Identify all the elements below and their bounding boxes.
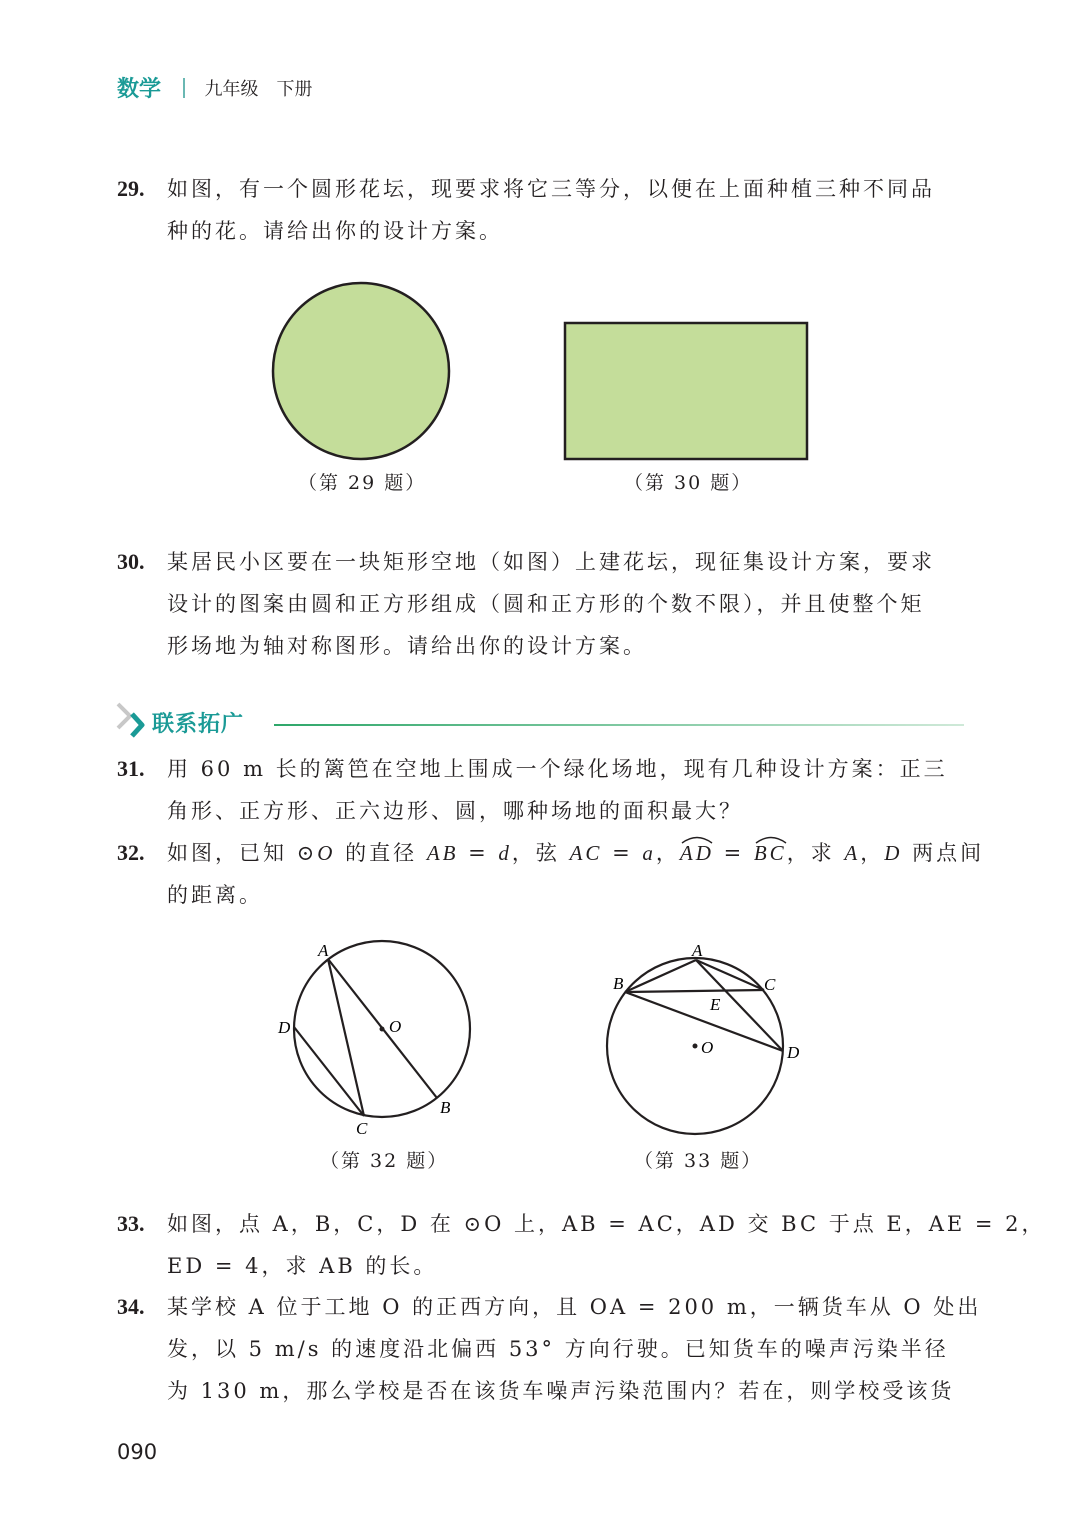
text-run: ，求 [786,841,845,865]
problem-line: 种的花。请给出你的设计方案。 [167,219,503,243]
problem-number: 33. [117,1211,145,1236]
grade-text: 九年级 [204,78,259,100]
text-run: ，弦 [511,841,570,865]
text-run: 如图，已知 ⊙ [167,841,318,865]
figure-33-caption: （第 33 题） [634,1150,763,1172]
arc-notation [680,832,714,874]
text-run: ， [860,841,885,865]
figure-29-caption: （第 29 题） [298,472,427,494]
problem-32 [117,832,985,916]
problem-line [167,832,985,874]
figure-29-circle [268,278,454,464]
problem-line: 为 130 m，那么学校是否在该货车噪声污染范围内？若在，则学校受该货 [167,1379,955,1403]
math-var: d [498,841,512,865]
problem-line: 用 60 m 长的篱笆在空地上围成一个绿化场地，现有几种设计方案：正三 [167,757,948,781]
volume-text: 下册 [276,78,313,100]
math-var: AC [569,841,603,865]
chord-bc [625,990,764,992]
problem-29 [117,168,962,252]
math-var: O [317,841,336,865]
grade-label [205,75,331,101]
figure-30-rectangle [562,320,810,462]
problem-34 [117,1286,982,1412]
label-a: A [318,941,329,960]
math-var: a [642,841,656,865]
page-header [117,72,331,103]
problem-line: 设计的图案由圆和正方形组成（圆和正方形的个数不限），并且使整个矩 [167,592,925,616]
text-run: = [713,841,754,865]
problem-number: 32. [117,840,145,865]
chevron-right-icon [112,700,152,744]
problem-31 [117,748,962,832]
figure-33-diagram [596,936,816,1146]
flowerbed-circle [273,283,449,459]
problem-33 [117,1203,1046,1287]
figure-32-diagram [270,936,490,1146]
section-header [112,700,957,744]
text-run: 的直径 [335,841,427,865]
math-var: D [884,841,903,865]
problem-line: 如图，点 A，B，C，D 在 ⊙O 上，AB = AC，AD 交 BC 于点 E，AE = 2， [167,1212,1046,1236]
page-number: 090 [117,1440,158,1464]
problem-line: 如图，有一个圆形花坛，现要求将它三等分，以便在上面种植三种不同品 [167,177,935,201]
text-run: 两点间 [902,841,985,865]
problem-line: 角形、正方形、正六边形、圆，哪种场地的面积最大？ [167,799,743,823]
text-run: = [458,841,499,865]
problem-number: 31. [117,756,145,781]
label-o: O [389,1017,402,1036]
label-b: B [440,1098,451,1117]
label-d: D [278,1018,291,1037]
arc-notation [754,832,787,874]
math-var: AD [679,841,714,865]
arc-icon [754,834,788,844]
label-d: D [787,1043,800,1062]
problem-number: 30. [117,549,145,574]
math-var: AB [426,841,459,865]
problem-line: 某居民小区要在一块矩形空地（如图）上建花坛，现征集设计方案，要求 [167,550,935,574]
subject-title: 数学 [117,77,162,102]
header-divider [183,78,185,98]
label-e: E [710,995,721,1014]
arc-icon [680,834,714,844]
label-c: C [356,1119,368,1138]
section-rule [274,724,964,726]
problem-30 [117,541,962,667]
text-run: ， [655,841,680,865]
problem-line: 的距离。 [167,883,263,907]
section-title: 联系拓广 [152,712,245,737]
center-point [380,1027,385,1032]
problem-line: 形场地为轴对称图形。请给出你的设计方案。 [167,634,647,658]
vacant-lot-rectangle [565,323,807,459]
figure-32-caption: （第 32 题） [320,1150,449,1172]
figure-30-caption: （第 30 题） [624,472,753,494]
problem-line: 发，以 5 m/s 的速度沿北偏西 53° 方向行驶。已知货车的噪声污染半径 [167,1337,949,1361]
problem-line: ED = 4，求 AB 的长。 [167,1254,438,1278]
problem-number: 29. [117,176,145,201]
label-o: O [701,1038,714,1057]
math-var: A [844,841,861,865]
problem-number: 34. [117,1294,145,1319]
problem-line: 某学校 A 位于工地 O 的正西方向，且 OA = 200 m，一辆货车从 O 处出 [167,1295,982,1319]
label-b: B [613,974,624,993]
label-c: C [764,975,776,994]
text-run: = [602,841,643,865]
label-a: A [692,941,703,960]
math-var: BC [753,841,787,865]
center-point [693,1044,698,1049]
